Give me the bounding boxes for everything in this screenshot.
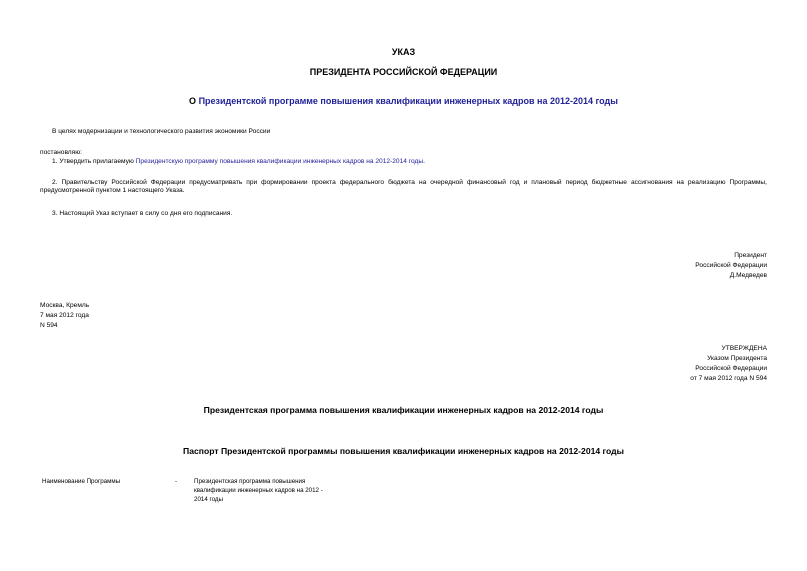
about-prefix: О: [189, 96, 199, 106]
doc-about-line: [0, 96, 807, 106]
item-1-suffix: .: [423, 158, 425, 165]
passport-row-value-line-3: 2014 годы: [194, 496, 223, 503]
program-title: Президентская программа повышения квалификации инженерных кадров на 2012-2014 годы: [203, 405, 604, 415]
approval-line-4: от 7 мая 2012 года N 594: [690, 375, 767, 382]
approval-line-2: Указом Президента: [707, 355, 767, 362]
about-program-link[interactable]: Президентской программе повышения квалификации инженерных кадров на 2012-2014 годы: [198, 96, 618, 106]
passport-title: Паспорт Президентской программы повышения квалификации инженерных кадров на 2012-2014 годы: [183, 446, 624, 456]
passport-row-label: Наименование Программы: [42, 478, 121, 485]
item-3: 3. Настоящий Указ вступает в силу со дня его подписания.: [52, 210, 233, 217]
doc-title: УКАЗ: [391, 47, 416, 57]
signature-line-1: Президент: [734, 252, 767, 259]
passport-row-value-line-2: квалификации инженерных кадров на 2012 -: [194, 487, 323, 494]
decree-word: постановляю:: [40, 149, 83, 156]
item-1-program-link[interactable]: Президентскую программу повышения квалификации инженерных кадров на 2012-2014 годы: [135, 158, 424, 165]
signature-line-2: Российской Федерации: [695, 262, 767, 269]
place-text: Москва, Кремль: [40, 302, 90, 309]
passport-row-dash: -: [175, 478, 178, 485]
approval-line-1: УТВЕРЖДЕНА: [721, 345, 767, 352]
item-2: 2. Правительству Российской Федерации предусматривать при формировании проекта федерального бюджета на очередной финансовый год и плановый период бюджетные ассигнования на реализацию Программы, предусмотренной пунктом 1 настоящего Указа.: [40, 179, 767, 194]
item-1-prefix: 1. Утвердить прилагаемую: [52, 158, 136, 165]
signature-line-3: Д.Медведев: [729, 272, 767, 279]
doc-subtitle: ПРЕЗИДЕНТА РОССИЙСКОЙ ФЕДЕРАЦИИ: [309, 67, 498, 77]
preamble-text: В целях модернизации и технологического развития экономики России: [52, 128, 271, 135]
item-1: [52, 158, 425, 166]
approval-line-3: Российской Федерации: [695, 365, 767, 372]
date-text: 7 мая 2012 года: [40, 312, 89, 319]
number-text: N 594: [40, 322, 58, 329]
passport-row-value-line-1: Президентская программа повышения: [194, 478, 306, 485]
